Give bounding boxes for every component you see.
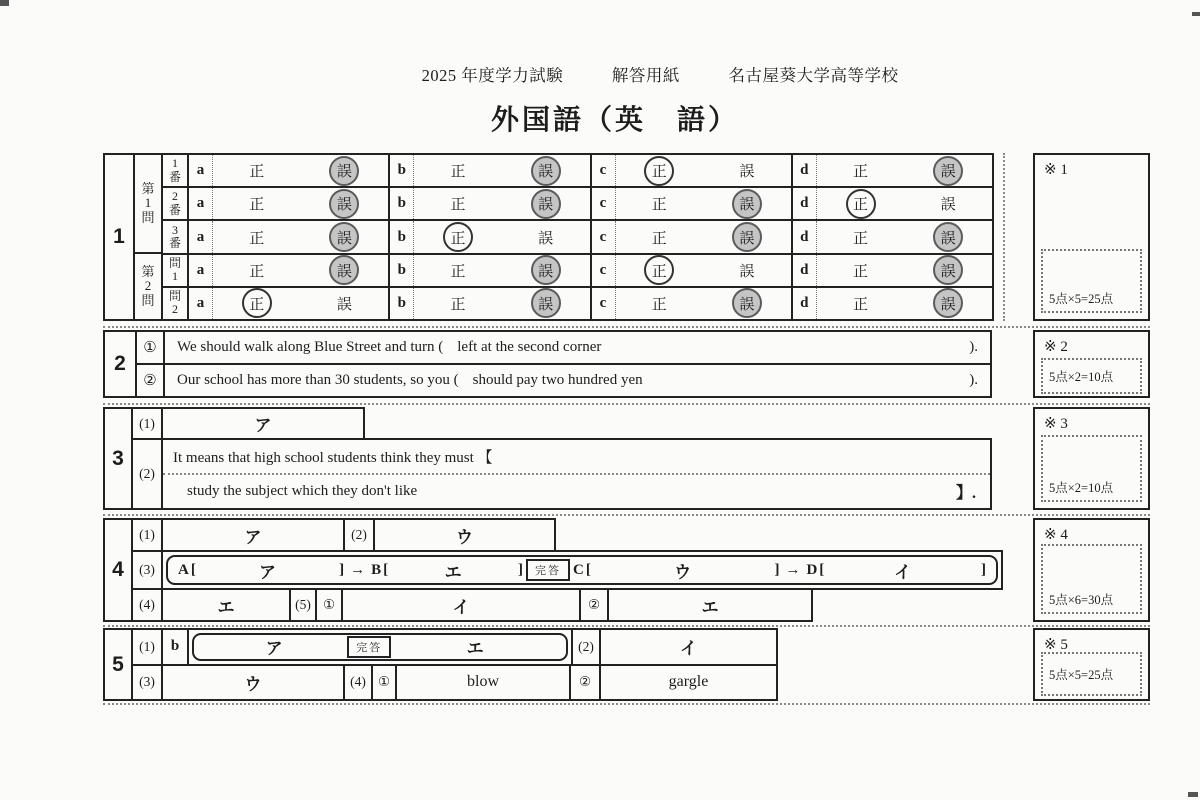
selected-circle — [242, 288, 272, 318]
item-number: ② — [581, 590, 609, 620]
section-4-row3 — [131, 588, 813, 622]
scan-artifact — [1188, 792, 1198, 797]
selected-circle — [329, 222, 359, 252]
section-4-row1 — [131, 518, 556, 552]
option-group-b — [388, 288, 589, 319]
mark-text: 誤 — [739, 197, 755, 214]
score-box-label: ※ 2 — [1044, 339, 1068, 355]
sub-question-label — [163, 255, 189, 286]
mark-text: 正 — [853, 164, 869, 181]
points-box — [1041, 249, 1142, 313]
option-letter: c — [592, 155, 616, 186]
question-label: (1) — [133, 520, 163, 550]
answer-line-2 — [163, 475, 990, 508]
points-formula: 5点×2=10点 — [1049, 481, 1114, 495]
sub-question-label — [163, 188, 189, 219]
mark-text: 正 — [450, 296, 466, 313]
mark-text: 誤 — [940, 230, 956, 247]
selected-circle — [329, 156, 359, 186]
section-5-number: 5 — [103, 628, 133, 701]
selected-circle — [846, 189, 876, 219]
item-number: ② — [571, 666, 601, 700]
score-box-2 — [1033, 330, 1150, 398]
option-letter: d — [793, 221, 817, 252]
section-divider — [103, 703, 1150, 705]
mark-text: 正 — [249, 164, 265, 181]
mark-wrong — [502, 255, 590, 286]
selected-circle — [732, 189, 762, 219]
mark-correct — [817, 221, 905, 252]
mark-text: 誤 — [940, 197, 956, 214]
mark-text: 正 — [249, 296, 265, 313]
question-label: (3) — [133, 666, 163, 700]
slot-name: B — [371, 561, 382, 578]
section-2-rows — [137, 332, 990, 396]
mark-correct — [616, 188, 704, 219]
group-label-dai1mon: 第1問 — [135, 155, 161, 254]
mark-text: 正 — [249, 230, 265, 247]
section-2-number: 2 — [105, 332, 137, 396]
open-bracket: [ — [585, 561, 591, 578]
mark-text: 誤 — [538, 164, 554, 181]
option-group-c — [590, 288, 791, 319]
mark-text: 正 — [651, 164, 667, 181]
sentence-prefix: Our school has more than 30 students, so you ( — [177, 372, 459, 388]
mark-wrong — [502, 155, 590, 186]
answer-row — [163, 255, 992, 288]
mark-text: 誤 — [538, 263, 554, 280]
option-letter: d — [793, 288, 817, 319]
written-answer: ア — [265, 639, 283, 659]
mark-text: 誤 — [739, 164, 755, 181]
written-answer: エ — [466, 639, 484, 659]
mark-correct — [817, 188, 905, 219]
sub-question-text: 1番 — [168, 156, 181, 184]
part-label: b — [163, 630, 189, 664]
option-letter: a — [189, 288, 213, 319]
option-letter: c — [592, 255, 616, 286]
option-group-c — [590, 155, 791, 186]
mark-wrong — [301, 155, 389, 186]
mark-text: 誤 — [336, 296, 352, 313]
section-3-q1 — [131, 407, 365, 440]
mark-text: 誤 — [538, 197, 554, 214]
option-group-d — [791, 221, 992, 252]
selected-circle — [933, 222, 963, 252]
item-number: ① — [137, 332, 165, 363]
sentence-closing: ). — [969, 339, 978, 355]
question-label: (4) — [133, 590, 163, 620]
section-4-row2 — [131, 550, 1003, 590]
score-box-label: ※ 1 — [1044, 162, 1068, 178]
mark-text: 正 — [853, 296, 869, 313]
mark-text: 正 — [853, 197, 869, 214]
mark-text: 正 — [249, 263, 265, 280]
mark-text: 正 — [651, 197, 667, 214]
group-label-dai2mon: 第2問 — [141, 263, 155, 308]
option-letter: b — [390, 155, 414, 186]
section-1 — [103, 153, 994, 321]
sheet-type-label: 解答用紙 — [611, 66, 680, 85]
kantou-badge: 完答 — [347, 636, 391, 658]
mark-text: 誤 — [739, 296, 755, 313]
written-answer: エ — [444, 562, 462, 582]
written-answer: ウ — [456, 527, 473, 547]
question-label: (2) — [133, 440, 163, 508]
option-group-a — [189, 255, 388, 286]
written-answer: ア — [163, 520, 345, 550]
mark-text: 誤 — [940, 263, 956, 280]
option-group-a — [189, 188, 388, 219]
points-formula: 5点×6=30点 — [1049, 593, 1114, 607]
pair-answer-strip — [192, 633, 568, 661]
mark-correct — [414, 288, 502, 319]
mark-text: 誤 — [739, 263, 755, 280]
mark-text: 正 — [450, 164, 466, 181]
scan-artifact — [0, 0, 9, 6]
selected-circle — [531, 189, 561, 219]
points-formula: 5点×5=25点 — [1049, 292, 1114, 306]
written-answer: エ — [701, 597, 719, 617]
written-answer: should pay two hundred yen — [472, 372, 643, 388]
sentence-closing: ). — [969, 372, 978, 388]
mark-wrong — [904, 288, 992, 319]
selected-circle — [329, 255, 359, 285]
selected-circle — [644, 156, 674, 186]
points-box — [1041, 358, 1142, 394]
mark-correct — [213, 288, 301, 319]
close-bracket: ] — [981, 561, 986, 578]
answer-row — [163, 155, 992, 188]
points-box — [1041, 544, 1142, 614]
mark-wrong — [904, 188, 992, 219]
mark-correct — [817, 155, 905, 186]
mark-text: 誤 — [336, 164, 352, 181]
kantou-badge: 完答 — [526, 559, 570, 581]
mark-wrong — [703, 155, 791, 186]
school-name: 名古屋葵大学高等学校 — [728, 66, 899, 85]
section-divider — [103, 514, 1150, 516]
question-label: (2) — [345, 520, 375, 550]
scan-artifact — [1192, 12, 1200, 16]
section-3-q2 — [131, 438, 992, 510]
written-answer: ウ — [163, 666, 345, 700]
option-group-d — [791, 188, 992, 219]
mark-wrong — [301, 255, 389, 286]
section-1-question-groups — [135, 155, 163, 319]
option-letter: b — [390, 288, 414, 319]
mark-wrong — [502, 288, 590, 319]
slot-name: C — [573, 561, 584, 578]
selected-circle — [443, 222, 473, 252]
option-letter: a — [189, 155, 213, 186]
mark-text: 正 — [651, 263, 667, 280]
mark-text: 正 — [249, 197, 265, 214]
pair-answer-area — [189, 630, 571, 664]
option-group-b — [388, 255, 589, 286]
ordering-answer-strip — [166, 555, 998, 585]
written-answer: gargle — [668, 673, 709, 691]
sub-question-text: 2番 — [168, 189, 181, 217]
close-bracket: ] — [518, 561, 523, 578]
item-number: ② — [137, 365, 165, 396]
points-box — [1041, 435, 1142, 502]
written-answer: ア — [258, 562, 276, 582]
mark-text: 正 — [853, 263, 869, 280]
answer-row-1 — [137, 332, 990, 365]
selected-circle — [531, 156, 561, 186]
mark-text: 正 — [450, 263, 466, 280]
mark-text: 誤 — [538, 230, 554, 247]
item-number: ① — [373, 666, 397, 700]
ordering-answer-area — [163, 552, 1001, 588]
arrow-icon: → — [785, 561, 801, 578]
mark-wrong — [301, 221, 389, 252]
mark-wrong — [904, 155, 992, 186]
written-answer: left at the second corner — [457, 339, 602, 355]
points-formula: 5点×2=10点 — [1049, 370, 1114, 384]
mark-correct — [414, 155, 502, 186]
selected-circle — [531, 255, 561, 285]
mark-correct — [616, 155, 704, 186]
answer-sentence — [165, 332, 990, 363]
option-group-b — [388, 188, 589, 219]
sentence-prefix: We should walk along Blue Street and turn ( — [177, 339, 444, 355]
mark-wrong — [301, 188, 389, 219]
section-divider — [103, 403, 1150, 405]
close-bracket: ] — [774, 561, 780, 578]
mark-correct — [817, 288, 905, 319]
points-formula: 5点×5=25点 — [1049, 668, 1114, 682]
section-5-row1 — [133, 630, 776, 666]
option-letter: a — [189, 221, 213, 252]
mark-correct — [213, 188, 301, 219]
mark-wrong — [703, 255, 791, 286]
option-group-b — [388, 155, 589, 186]
option-group-d — [791, 155, 992, 186]
arrow-icon: → — [350, 561, 366, 578]
sub-question-label — [163, 155, 189, 186]
score-box-label: ※ 5 — [1044, 637, 1068, 653]
sub-question-text: 3番 — [168, 222, 181, 250]
selected-circle — [732, 222, 762, 252]
score-box-5 — [1033, 628, 1150, 701]
mark-wrong — [301, 288, 389, 319]
answer-row — [163, 188, 992, 221]
question-label: (1) — [133, 630, 163, 664]
slot-name: A — [178, 561, 189, 578]
option-group-b — [388, 221, 589, 252]
answer-sentence — [165, 365, 990, 396]
option-group-c — [590, 221, 791, 252]
option-letter: a — [189, 188, 213, 219]
mark-text: 誤 — [336, 197, 352, 214]
mark-wrong — [703, 221, 791, 252]
answer-lines — [163, 440, 990, 508]
mark-text: 正 — [651, 230, 667, 247]
mark-wrong — [502, 188, 590, 219]
score-box-1 — [1033, 153, 1150, 321]
mark-text: 誤 — [336, 263, 352, 280]
mark-correct — [213, 255, 301, 286]
selected-circle — [732, 288, 762, 318]
sub-question-text: 問1 — [168, 255, 181, 284]
answer-line-1: It means that high school students think they must 【 — [163, 440, 990, 475]
option-group-a — [189, 155, 388, 186]
closing-bracket: 】. — [955, 485, 976, 502]
section-4-number: 4 — [103, 518, 133, 622]
mark-correct — [213, 155, 301, 186]
mark-correct — [414, 221, 502, 252]
written-answer: ア — [254, 416, 272, 435]
written-answer: イ — [894, 562, 912, 582]
mark-text: 誤 — [739, 230, 755, 247]
question-label: (1) — [133, 409, 163, 438]
option-group-a — [189, 288, 388, 319]
open-bracket: [ — [383, 561, 389, 578]
slot-name: D — [806, 561, 818, 578]
selected-circle — [933, 288, 963, 318]
mark-wrong — [904, 255, 992, 286]
mark-text: 正 — [651, 296, 667, 313]
option-letter: d — [793, 255, 817, 286]
option-letter: a — [189, 255, 213, 286]
option-letter: b — [390, 221, 414, 252]
option-group-a — [189, 221, 388, 252]
margin-divider — [1003, 153, 1005, 321]
section-2 — [103, 330, 992, 398]
points-box — [1041, 652, 1142, 696]
written-answer: blow — [397, 666, 571, 700]
mark-wrong — [502, 221, 590, 252]
open-bracket: [ — [819, 561, 825, 578]
option-letter: b — [390, 255, 414, 286]
selected-circle — [933, 156, 963, 186]
written-answer: イ — [680, 639, 697, 659]
mark-correct — [616, 288, 704, 319]
mark-correct — [414, 188, 502, 219]
section-3-number: 3 — [103, 407, 133, 510]
mark-wrong — [703, 188, 791, 219]
score-box-4 — [1033, 518, 1150, 622]
mark-correct — [213, 221, 301, 252]
section-divider — [103, 625, 1150, 627]
section-1-rows — [163, 155, 992, 319]
mark-text: 誤 — [940, 164, 956, 181]
mark-text: 正 — [450, 230, 466, 247]
score-box-label: ※ 3 — [1044, 416, 1068, 432]
mark-correct — [616, 221, 704, 252]
section-1-number: 1 — [105, 155, 135, 319]
option-group-c — [590, 255, 791, 286]
mark-correct — [616, 255, 704, 286]
answer-row — [163, 221, 992, 254]
question-label: (3) — [133, 552, 163, 588]
option-letter: c — [592, 288, 616, 319]
selected-circle — [644, 255, 674, 285]
option-letter: d — [793, 155, 817, 186]
answer-row — [163, 288, 992, 319]
sub-question-text: 問2 — [168, 288, 181, 317]
mark-text: 誤 — [940, 296, 956, 313]
sheet-header — [120, 62, 1200, 86]
option-letter: d — [793, 188, 817, 219]
mark-wrong — [703, 288, 791, 319]
exam-year-label: 2025 年度学力試験 — [421, 66, 564, 85]
open-bracket: [ — [190, 561, 196, 578]
sub-question-label — [163, 221, 189, 252]
option-letter: c — [592, 221, 616, 252]
answer-row-2 — [137, 365, 990, 396]
option-group-d — [791, 255, 992, 286]
written-answer: study the subject which they don't like — [187, 483, 418, 499]
question-label: (5) — [291, 590, 317, 620]
selected-circle — [933, 255, 963, 285]
selected-circle — [329, 189, 359, 219]
question-label: (2) — [571, 630, 601, 664]
mark-text: 誤 — [538, 296, 554, 313]
section-5-row2 — [133, 666, 776, 700]
mark-text: 誤 — [336, 230, 352, 247]
close-bracket: ] — [339, 561, 345, 578]
option-group-c — [590, 188, 791, 219]
section-5 — [131, 628, 778, 701]
question-label: (4) — [345, 666, 373, 700]
sub-question-label — [163, 288, 189, 319]
item-number: ① — [317, 590, 343, 620]
subject-title: 外国語（英 語） — [490, 105, 739, 136]
mark-correct — [414, 255, 502, 286]
option-letter: b — [390, 188, 414, 219]
mark-text: 正 — [450, 197, 466, 214]
mark-wrong — [904, 221, 992, 252]
written-answer: イ — [343, 590, 581, 620]
option-group-d — [791, 288, 992, 319]
written-answer: ウ — [674, 562, 692, 582]
selected-circle — [531, 288, 561, 318]
written-answer: エ — [163, 590, 291, 620]
mark-text: 正 — [853, 230, 869, 247]
score-box-3 — [1033, 407, 1150, 510]
mark-correct — [817, 255, 905, 286]
section-divider — [103, 326, 1150, 328]
score-box-label: ※ 4 — [1044, 527, 1068, 543]
option-letter: c — [592, 188, 616, 219]
